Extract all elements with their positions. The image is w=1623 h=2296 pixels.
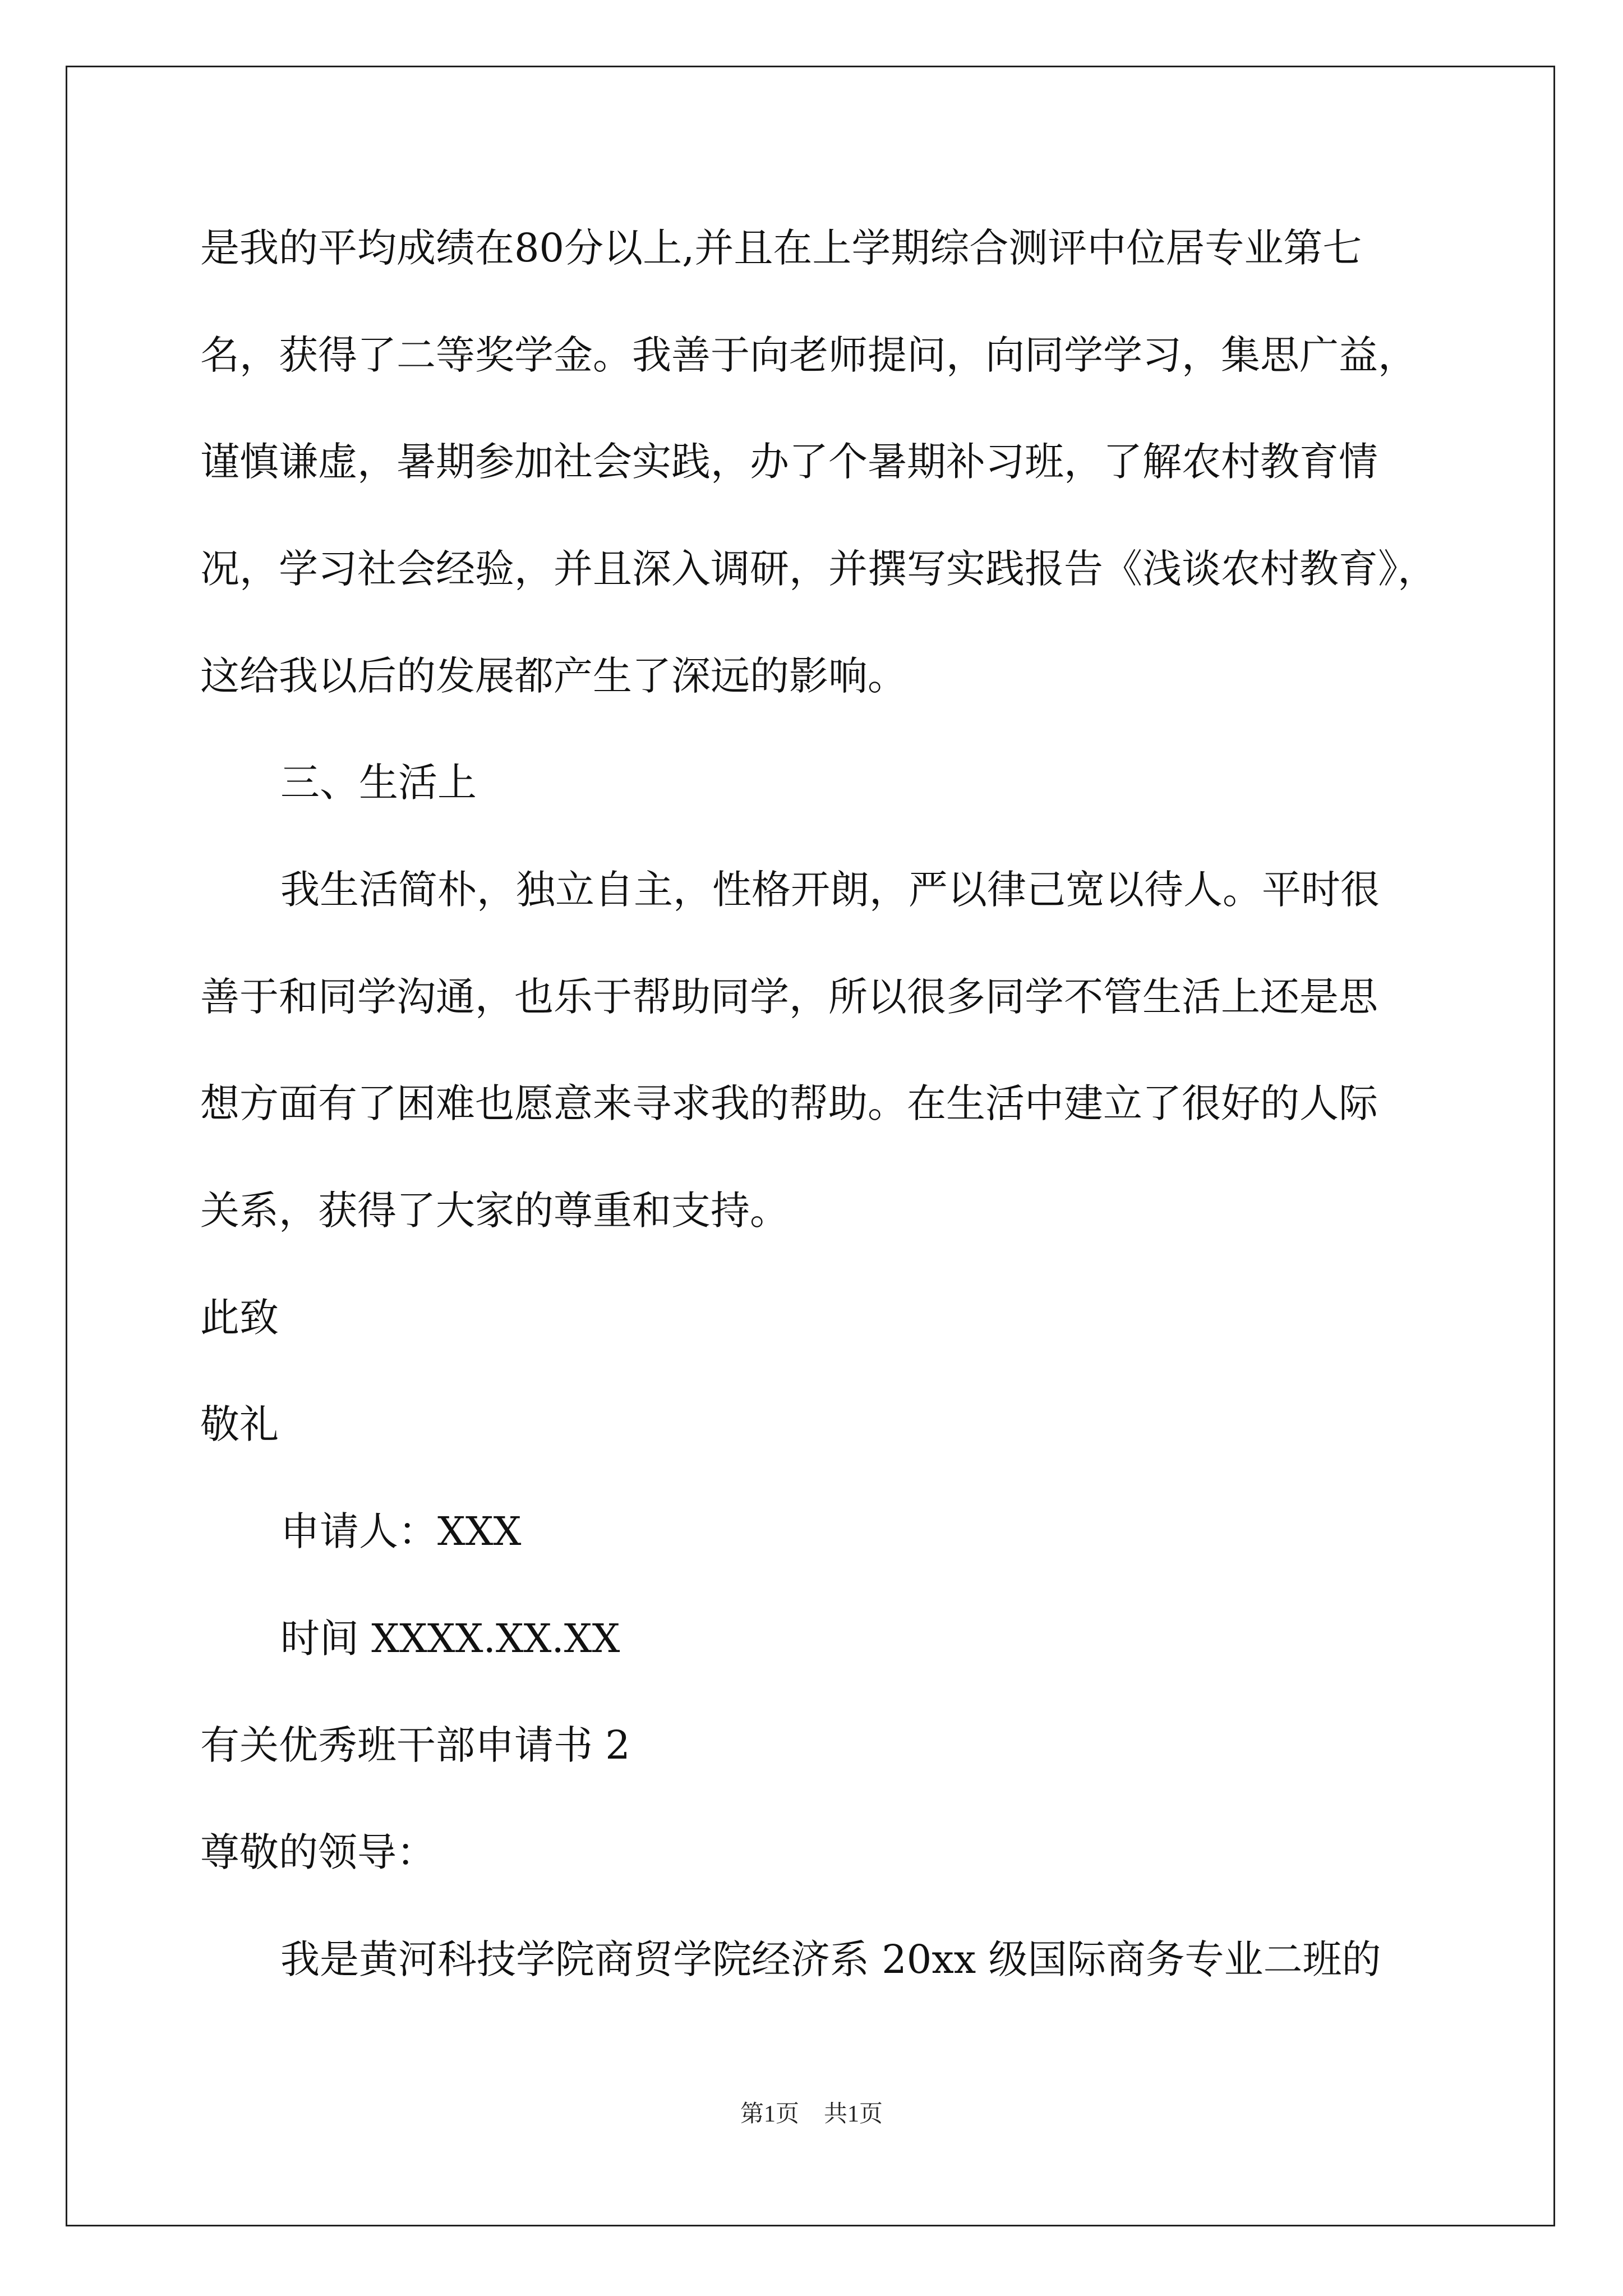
body-line: 善于和同学沟通，也乐于帮助同学，所以很多同学不管生活上还是思 [200, 974, 1378, 1020]
body-line: 况，学习社会经验，并且深入调研，并撰写实践报告《浅谈农村教育》， [200, 546, 1437, 592]
body-line: 想方面有了困难也愿意来寻求我的帮助。在生活中建立了很好的人际 [200, 1080, 1378, 1126]
body-line: 谨慎谦虚，暑期参加社会实践，办了个暑期补习班，了解农村教育情 [200, 439, 1378, 485]
applicant-line: 申请人：XXX [280, 1508, 522, 1554]
page-count: 共1页 [824, 2101, 883, 2127]
body-line: 这给我以后的发展都产生了深远的影响。 [200, 653, 907, 699]
page-footer [0, 2095, 1623, 2129]
closing-regards: 敬礼 [200, 1401, 279, 1447]
page-number: 第1页 [740, 2101, 799, 2127]
document-title: 有关优秀班干部申请书 2 [200, 1722, 630, 1768]
greeting-line: 尊敬的领导： [200, 1829, 436, 1875]
body-line: 我生活简朴，独立自主，性格开朗，严以律己宽以待人。平时很 [280, 867, 1380, 913]
page-border [66, 66, 1555, 2226]
closing-salutation: 此致 [200, 1295, 279, 1341]
date-line: 时间 XXXX.XX.XX [280, 1616, 620, 1662]
body-line: 是我的平均成绩在80分以上,并且在上学期综合测评中位居专业第七 [200, 225, 1362, 271]
body-line: 关系，获得了大家的尊重和支持。 [200, 1188, 789, 1234]
body-line: 名，获得了二等奖学金。我善于向老师提问，向同学学习，集思广益， [200, 332, 1417, 378]
body-line: 我是黄河科技学院商贸学院经济系 20xx 级国际商务专业二班的 [280, 1936, 1381, 1982]
section-heading: 三、生活上 [280, 760, 477, 806]
